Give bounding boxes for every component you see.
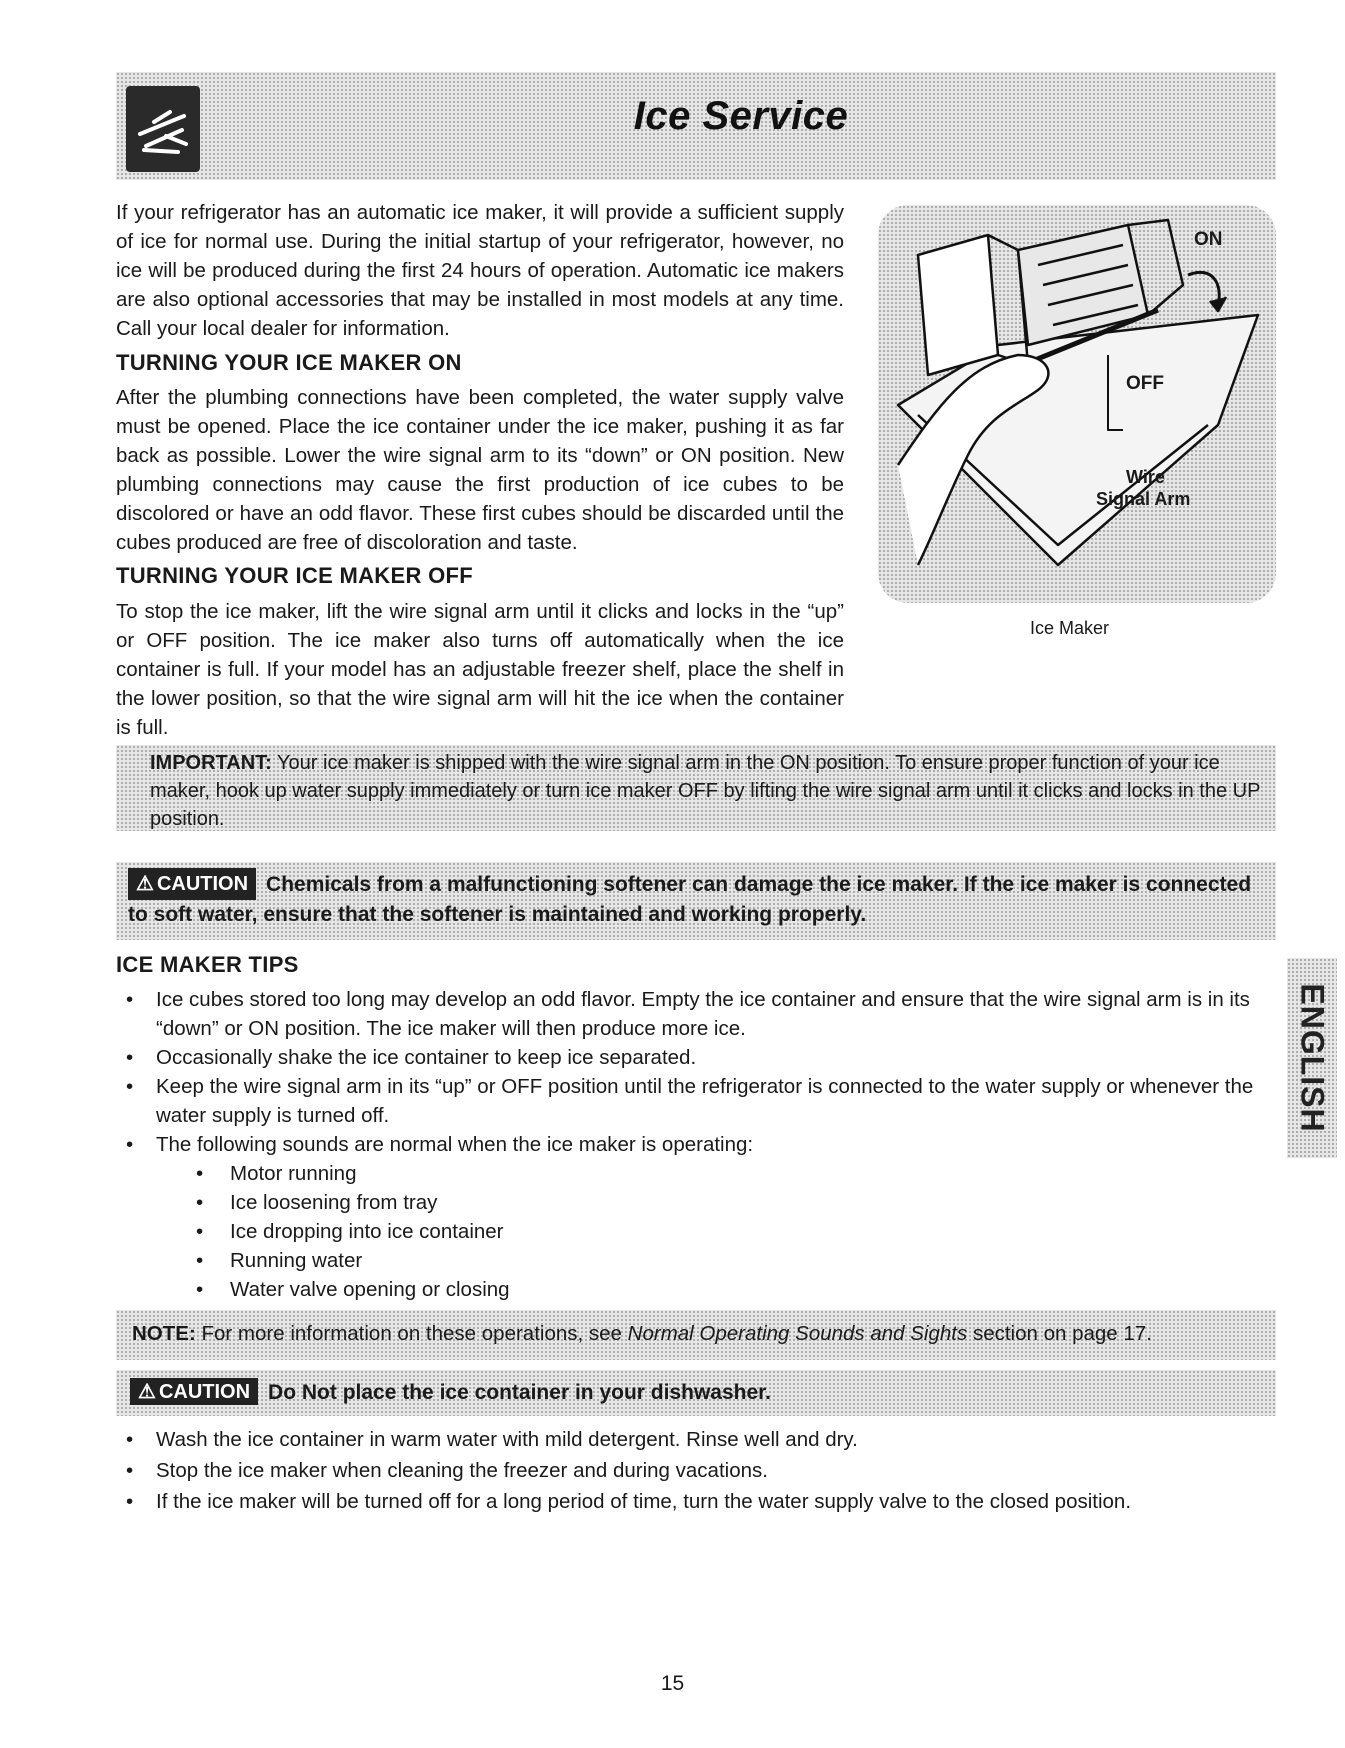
turning-off-heading: TURNING YOUR ICE MAKER OFF	[116, 563, 473, 588]
off-label: OFF	[1126, 373, 1164, 394]
language-side-tab	[1287, 958, 1337, 1158]
sound-item: • Ice loosening from tray	[156, 1188, 1280, 1217]
caution-badge-label: CAUTION	[156, 873, 249, 895]
wire-label: Wire	[1126, 467, 1165, 487]
turning-on-paragraph: After the plumbing connections have been completed, the water supply valve must be opened. Place the ice container under the ice maker, pushing it as far back as possible. Lower the wire signal arm to its “down” or ON position. New plumbing connections may cause the first production of ice cubes to be discolored or have an odd flavor. These first cubes should be discarded until the cubes produced are free of discoloration and taste.	[116, 386, 844, 554]
care-list	[120, 1424, 1280, 1517]
sounds-list	[156, 1159, 1280, 1304]
tips-list	[120, 985, 1280, 1304]
caution-softener-text: Chemicals from a malfunctioning softener can damage the ice maker. If the ice maker is connected to soft water, ensure that the softener is maintained and working properly.	[128, 873, 1252, 926]
list-item: • Wash the ice container in warm water with mild detergent. Rinse well and dry.	[120, 1424, 1280, 1455]
note-lead: NOTE:	[132, 1322, 196, 1345]
caution-badge	[130, 1378, 258, 1405]
sound-item: • Water valve opening or closing	[156, 1275, 1280, 1304]
note-box	[116, 1310, 1276, 1360]
note-text-after: section on page 17.	[967, 1322, 1152, 1345]
sound-item: • Motor running	[156, 1159, 1280, 1188]
caution-dishwasher-text: Do Not place the ice container in your dishwasher.	[268, 1381, 772, 1404]
important-text: Your ice maker is shipped with the wire signal arm in the ON position. To ensure proper function of your ice maker, hook up water supply immediately or turn ice maker OFF by lifting the wire signal arm until it clicks and locks in the UP position.	[150, 752, 1261, 830]
figure-caption: Ice Maker	[1030, 618, 1110, 638]
important-notice	[116, 745, 1276, 831]
turning-on-heading: TURNING YOUR ICE MAKER ON	[116, 350, 462, 375]
turning-off-paragraph: To stop the ice maker, lift the wire signal arm until it clicks and locks in the “up” or OFF position. The ice maker also turns off automatically when the ice container is full. If your model has an adjustable freezer shelf, place the shelf in the lower position, so that the wire signal arm will hit the ice when the container is full.	[116, 600, 844, 739]
tips-heading: ICE MAKER TIPS	[116, 952, 299, 977]
caution-badge	[128, 868, 256, 900]
sound-item: • Running water	[156, 1246, 1280, 1275]
list-item: • Occasionally shake the ice container to keep ice separated.	[120, 1043, 1280, 1072]
list-item: • Stop the ice maker when cleaning the freezer and during vacations.	[120, 1455, 1280, 1486]
caution-softener-notice	[116, 862, 1276, 940]
language-label: ENGLISH	[1294, 983, 1331, 1133]
page-header	[116, 72, 1276, 180]
warning-triangle-icon: ⚠	[138, 1381, 156, 1403]
page-title: Ice Service	[633, 94, 849, 138]
ice-maker-illustration	[878, 205, 1276, 603]
caution-badge-label: CAUTION	[158, 1381, 251, 1403]
list-item: • If the ice maker will be turned off for a long period of time, turn the water supply valve to the closed position.	[120, 1486, 1280, 1517]
note-text: For more information on these operations, see	[195, 1322, 628, 1345]
list-item	[120, 1130, 1280, 1304]
list-item: • Ice cubes stored too long may develop an odd flavor. Empty the ice container and ensure that the wire signal arm is in its “down” or ON position. The ice maker will then produce more ice.	[120, 985, 1280, 1043]
intro-paragraph: If your refrigerator has an automatic ice maker, it will provide a sufficient supply of ice for normal use. During the initial startup of your refrigerator, however, no ice will be produced during the first 24 hours of operation. Automatic ice makers are also optional accessories that may be installed in most models at any time. Call your local dealer for information.	[116, 201, 844, 340]
list-item: • Keep the wire signal arm in its “up” or OFF position until the refrigerator is connected to the water supply or whenever the water supply is turned off.	[120, 1072, 1280, 1130]
on-label: ON	[1194, 229, 1223, 250]
page-number: 15	[660, 1672, 685, 1695]
warning-triangle-icon: ⚠	[136, 873, 154, 895]
caution-dishwasher-notice	[116, 1370, 1276, 1416]
list-item-text: The following sounds are normal when the ice maker is operating:	[156, 1133, 754, 1156]
note-reference: Normal Operating Sounds and Sights	[627, 1322, 968, 1345]
signal-arm-label: Signal Arm	[1096, 489, 1191, 509]
sound-item: • Ice dropping into ice container	[156, 1217, 1280, 1246]
important-lead: IMPORTANT:	[150, 752, 272, 774]
